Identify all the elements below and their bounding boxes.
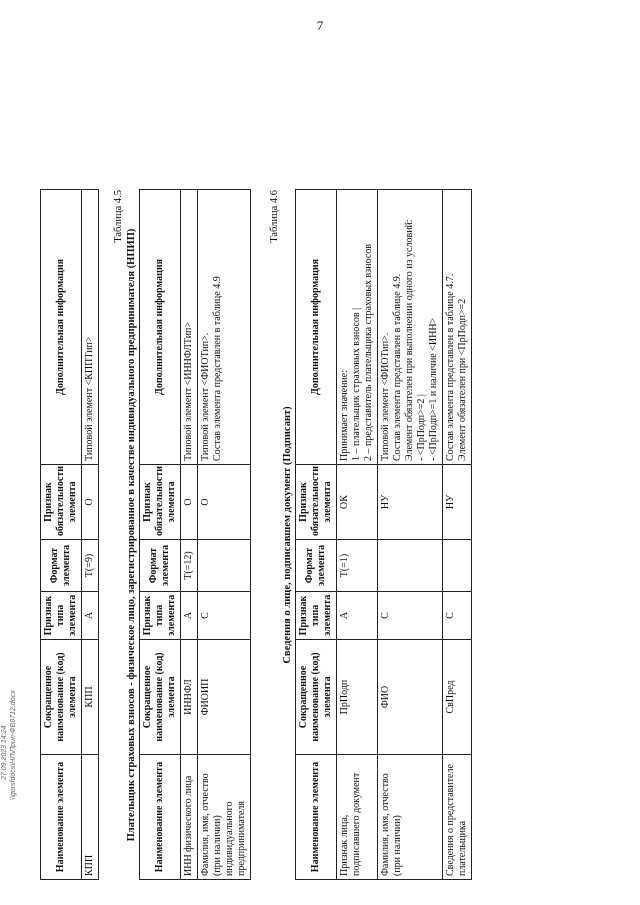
cell-info xyxy=(198,190,251,465)
header-code: Сокращенное наименование (код) элемента xyxy=(296,640,337,755)
table-continuation xyxy=(40,189,99,880)
cell-code: КПП xyxy=(82,640,99,755)
table-row xyxy=(443,190,472,880)
cell-name: Фамилия, имя, отчество (при наличии) индивидуального предпринимателя xyxy=(198,755,251,880)
cell-name: ИНН физического лица xyxy=(181,755,198,880)
header-name: Наименование элемента xyxy=(296,755,337,880)
info-line: Элемент обязателен при выполнении одного из условий: xyxy=(404,219,415,461)
header-type: Признак типа элемента xyxy=(140,592,181,640)
cell-type: А xyxy=(181,592,198,640)
cell-type: С xyxy=(443,592,472,640)
header-name: Наименование элемента xyxy=(41,755,82,880)
cell-info xyxy=(378,190,443,465)
rotated-content xyxy=(40,30,545,880)
header-required: Признак обязательности элемента xyxy=(140,465,181,540)
cell-type: С xyxy=(378,592,443,640)
info-line: Принимает значение: xyxy=(339,369,350,461)
table-caption: Таблица 4.6 xyxy=(269,190,280,243)
header-info: Дополнительная информация xyxy=(296,190,337,465)
cell-required: О xyxy=(181,465,198,540)
table-4-5 xyxy=(139,189,251,880)
table-caption: Таблица 4.5 xyxy=(113,190,124,243)
table-title: Плательщик страховых взносов - физическое лицо, зарегистрированное в качестве индивидуального предпринимателя (НПИП) xyxy=(126,228,137,842)
table-header-row xyxy=(140,190,181,880)
footer-file-path: \\gorsfdocs\НЛ\Прил-ФВ0712.docx xyxy=(10,690,17,800)
cell-required: ОК xyxy=(337,465,378,540)
cell-type: А xyxy=(337,592,378,640)
table-row xyxy=(181,190,198,880)
table-title: Сведения о лице, подписавшем документ (Подписант) xyxy=(282,406,293,664)
info-line: - <ПрПодп>=1 и наличие <ИНН> xyxy=(428,317,439,461)
table-row xyxy=(82,190,99,880)
header-code: Сокращенное наименование (код) элемента xyxy=(41,640,82,755)
cell-info xyxy=(443,190,472,465)
cell-required: О xyxy=(198,465,251,540)
cell-format xyxy=(378,540,443,592)
header-type: Признак типа элемента xyxy=(41,592,82,640)
cell-code: СвПред xyxy=(443,640,472,755)
cell-format: Т(=1) xyxy=(337,540,378,592)
info-line: - <ПрПодп>=2 | xyxy=(416,394,427,461)
cell-code: ПрПодп xyxy=(337,640,378,755)
header-format: Формат элемента xyxy=(140,540,181,592)
cell-required: НУ xyxy=(378,465,443,540)
cell-format xyxy=(198,540,251,592)
cell-code: ФИО xyxy=(378,640,443,755)
info-line: Типовой элемент <ФИОТип>. xyxy=(380,332,391,461)
info-line: 2 – представитель плательщика страховых взносов xyxy=(363,244,374,461)
table-row xyxy=(337,190,378,880)
info-line: Состав элемента представлен в таблице 4.9. xyxy=(392,273,403,461)
cell-info xyxy=(337,190,378,465)
header-name: Наименование элемента xyxy=(140,755,181,880)
info-line: Состав элемента представлен в таблице 4.7. xyxy=(445,273,456,461)
header-required: Признак обязательности элемента xyxy=(41,465,82,540)
cell-name: Фамилия, имя, отчество (при наличии) xyxy=(378,755,443,880)
cell-required: О xyxy=(82,465,99,540)
header-format: Формат элемента xyxy=(296,540,337,592)
header-code: Сокращенное наименование (код) элемента xyxy=(140,640,181,755)
page-number: 7 xyxy=(316,18,324,33)
table-row xyxy=(378,190,443,880)
cell-code: ФИОИП xyxy=(198,640,251,755)
info-line: Состав элемента представлен в таблице 4.9 xyxy=(212,276,223,461)
cell-format xyxy=(443,540,472,592)
cell-required: НУ xyxy=(443,465,472,540)
table-header-row xyxy=(296,190,337,880)
header-info: Дополнительная информация xyxy=(41,190,82,465)
cell-type: С xyxy=(198,592,251,640)
cell-info: Типовой элемент <КППТип> xyxy=(82,190,99,465)
cell-name: КПП xyxy=(82,755,99,880)
cell-name: Признак лица, подписавшего документ xyxy=(337,755,378,880)
cell-code: ИННФЛ xyxy=(181,640,198,755)
info-line: Типовой элемент <ФИОТип>. xyxy=(200,332,211,461)
cell-type: А xyxy=(82,592,99,640)
info-line: Типовой элемент <ИННФЛТип> xyxy=(183,321,194,461)
header-required: Признак обязательности элемента xyxy=(296,465,337,540)
footer-timestamp: 27.09.2023 14:24 xyxy=(1,725,8,780)
table-header-row xyxy=(41,190,82,880)
info-line: Элемент обязателен при <ПрПодп>=2 xyxy=(457,298,468,461)
header-type: Признак типа элемента xyxy=(296,592,337,640)
header-info: Дополнительная информация xyxy=(140,190,181,465)
header-format: Формат элемента xyxy=(41,540,82,592)
info-line: 1 – плательщик страховых взносов | xyxy=(351,307,362,461)
cell-name: Сведения о представителе плательщика xyxy=(443,755,472,880)
table-row xyxy=(198,190,251,880)
cell-format: Т(=9) xyxy=(82,540,99,592)
table-4-6 xyxy=(295,189,472,880)
cell-format: Т(=12) xyxy=(181,540,198,592)
cell-info xyxy=(181,190,198,465)
